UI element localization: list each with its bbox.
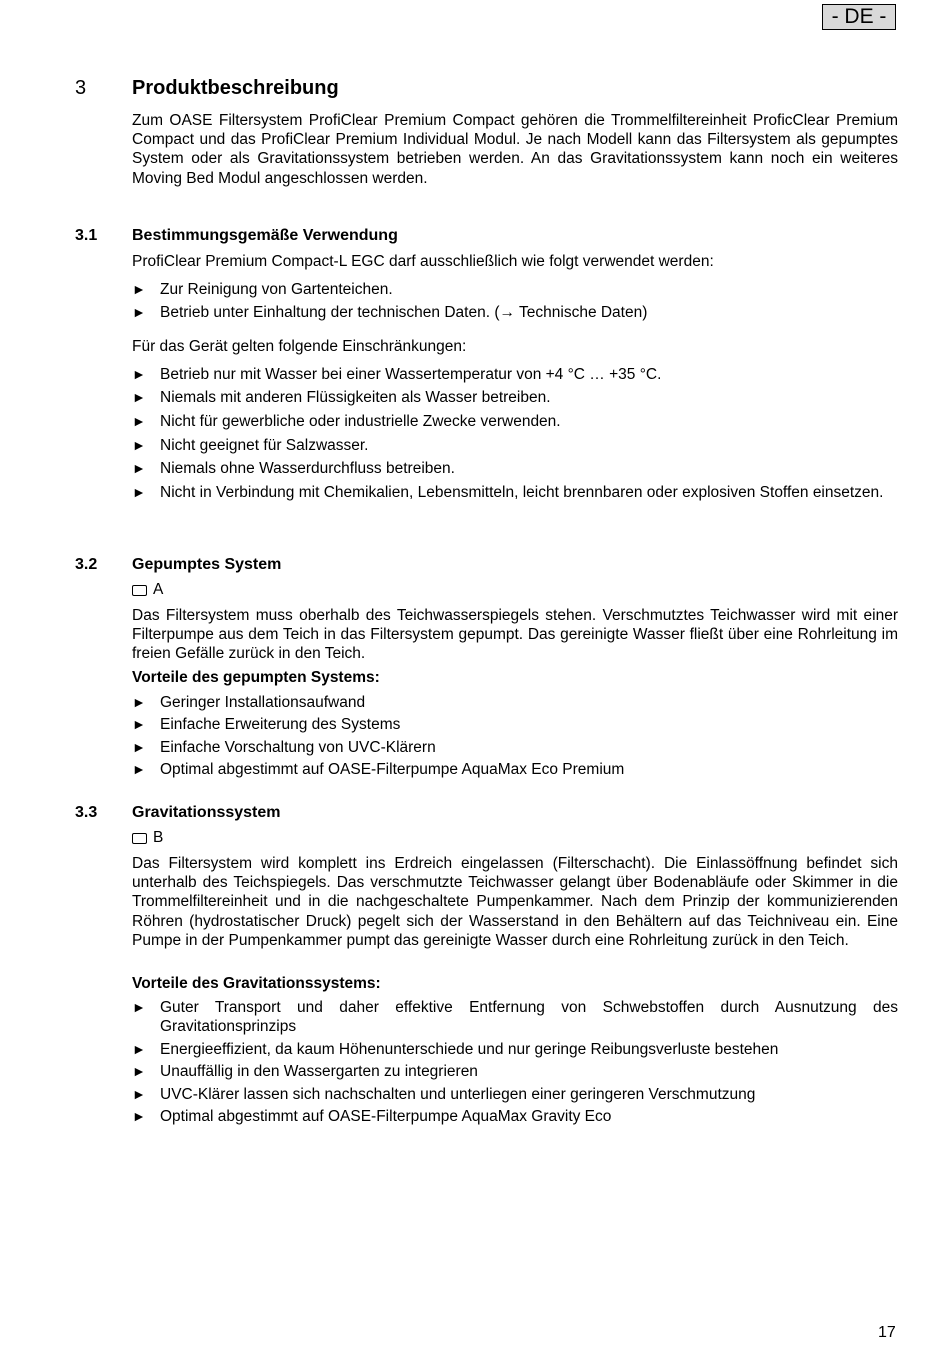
list-item <box>132 693 898 712</box>
figure-icon <box>132 833 147 844</box>
bullet-arrow-icon: ► <box>132 761 146 777</box>
section-paragraph: Zum OASE Filtersystem ProfiClear Premium Compact gehören die Trommelfiltereinheit ProficClear Premium Compact und das ProfiClear Premium Individual Modul. Je nach Modell kann das Filtersystem als gepumptes System oder als Gravitationssystem betrieben werden. An das Gravitationssystem kann noch ein weiteres Moving Bed Modul angeschlossen werden. <box>132 112 898 187</box>
list-item-text: Niemals mit anderen Flüssigkeiten als Wasser betreiben. <box>160 389 551 406</box>
list-item <box>132 436 898 455</box>
section-number: 3.1 <box>75 227 98 244</box>
figure-reference <box>132 581 163 599</box>
list-item-text: Unauffällig in den Wassergarten zu integrieren <box>160 1063 478 1080</box>
list-item-text: Optimal abgestimmt auf OASE-Filterpumpe AquaMax Gravity Eco <box>160 1108 612 1125</box>
section-title: Gravitationssystem <box>132 804 281 821</box>
bullet-arrow-icon: ► <box>132 304 146 320</box>
figure-label: A <box>153 581 164 598</box>
list-item <box>132 1062 898 1081</box>
page-number: 17 <box>878 1324 896 1341</box>
list-item-text: Nicht geeignet für Salzwasser. <box>160 437 369 454</box>
list-item-text: Niemals ohne Wasserdurchfluss betreiben. <box>160 460 455 477</box>
bullet-arrow-icon: ► <box>132 281 146 297</box>
section-number: 3.2 <box>75 556 98 573</box>
figure-label: B <box>153 829 164 846</box>
section-number: 3 <box>75 77 87 99</box>
list-item <box>132 1107 898 1126</box>
restrictions-intro: Für das Gerät gelten folgende Einschränkungen: <box>132 338 467 355</box>
list-item-text: Guter Transport und daher effektive Entfernung von Schwebstoffen durch Ausnutzung des Gravitationsprinzips <box>160 999 898 1036</box>
bullet-arrow-icon: ► <box>132 694 146 710</box>
list-item <box>132 1085 898 1104</box>
list-item-text: Betrieb nur mit Wasser bei einer Wassertemperatur von +4 °C … +35 °C. <box>160 366 662 383</box>
bullet-arrow-icon: ► <box>132 1041 146 1057</box>
section-paragraph: Das Filtersystem wird komplett ins Erdreich eingelassen (Filterschacht). Die Einlassöffnung befindet sich unterhalb des Teichspiegels. Das verschmutzte Teichwasser gelangt über Bodenabläufe oder Skimmer in die Trommelfiltereinheit und in die nachgeschaltete Pumpenkammer. Nach dem Prinzip der kommunizierenden Röhren (hydrostatischer Druck) pegelt sich der Wasserstand in den Behältern auf das Teichniveau ein. Eine Pumpe in der Pumpenkammer pumpt das gereinigte Wasser durch eine Rohrleitung zurück in den Teich. <box>132 855 898 949</box>
list-item <box>132 412 898 431</box>
list-item-text: Einfache Erweiterung des Systems <box>160 716 401 733</box>
list-item-text: Energieeffizient, da kaum Höhenunterschiede und nur geringe Reibungsverluste bestehen <box>160 1041 779 1058</box>
figure-icon <box>132 585 147 596</box>
list-item-text: Betrieb unter Einhaltung der technischen Daten. (→ Technische Daten) <box>160 304 648 321</box>
bullet-arrow-icon: ► <box>132 437 146 453</box>
section-title: Produktbeschreibung <box>132 77 339 99</box>
bullet-arrow-icon: ► <box>132 1086 146 1102</box>
list-item <box>132 365 898 384</box>
bullet-arrow-icon: ► <box>132 413 146 429</box>
list-item-text: Geringer Installationsaufwand <box>160 694 366 711</box>
list-item <box>132 738 898 757</box>
list-item-text: Nicht für gewerbliche oder industrielle Zwecke verwenden. <box>160 413 561 430</box>
bullet-arrow-icon: ► <box>132 484 146 500</box>
list-item <box>132 459 898 478</box>
list-item <box>132 303 898 322</box>
list-item-text: UVC-Klärer lassen sich nachschalten und unterliegen einer geringeren Verschmutzung <box>160 1086 756 1103</box>
list-item <box>132 760 898 779</box>
language-badge: - DE - <box>822 4 896 30</box>
advantages-heading: Vorteile des gepumpten Systems: <box>132 669 380 686</box>
intro-text: ProfiClear Premium Compact-L EGC darf ausschließlich wie folgt verwendet werden: <box>132 253 714 270</box>
list-item <box>132 483 898 502</box>
bullet-arrow-icon: ► <box>132 999 146 1015</box>
list-item <box>132 1040 898 1059</box>
bullet-arrow-icon: ► <box>132 1108 146 1124</box>
list-item-text: Zur Reinigung von Gartenteichen. <box>160 281 393 298</box>
section-number: 3.3 <box>75 804 98 821</box>
section-paragraph: Das Filtersystem muss oberhalb des Teichwasserspiegels stehen. Verschmutztes Teichwasser wird mit einer Filterpumpe aus dem Teich in das Filtersystem gepumpt. Das gereinigte Wasser fließt über eine Rohrleitung im freien Gefälle zurück in den Teich. <box>132 607 898 663</box>
section-title: Bestimmungsgemäße Verwendung <box>132 227 398 244</box>
list-item-text: Einfache Vorschaltung von UVC-Klärern <box>160 739 436 756</box>
list-item-text: Optimal abgestimmt auf OASE-Filterpumpe AquaMax Eco Premium <box>160 761 625 778</box>
bullet-arrow-icon: ► <box>132 366 146 382</box>
list-item <box>132 388 898 407</box>
figure-reference <box>132 829 163 847</box>
section-title: Gepumptes System <box>132 556 282 573</box>
advantages-heading: Vorteile des Gravitationssystems: <box>132 975 381 992</box>
list-item <box>132 280 898 299</box>
bullet-arrow-icon: ► <box>132 716 146 732</box>
list-item <box>132 715 898 734</box>
bullet-arrow-icon: ► <box>132 1063 146 1079</box>
bullet-arrow-icon: ► <box>132 460 146 476</box>
list-item <box>132 998 898 1036</box>
bullet-arrow-icon: ► <box>132 389 146 405</box>
bullet-arrow-icon: ► <box>132 739 146 755</box>
list-item-text: Nicht in Verbindung mit Chemikalien, Lebensmitteln, leicht brennbaren oder explosiven Stoffen einsetzen. <box>160 484 884 501</box>
